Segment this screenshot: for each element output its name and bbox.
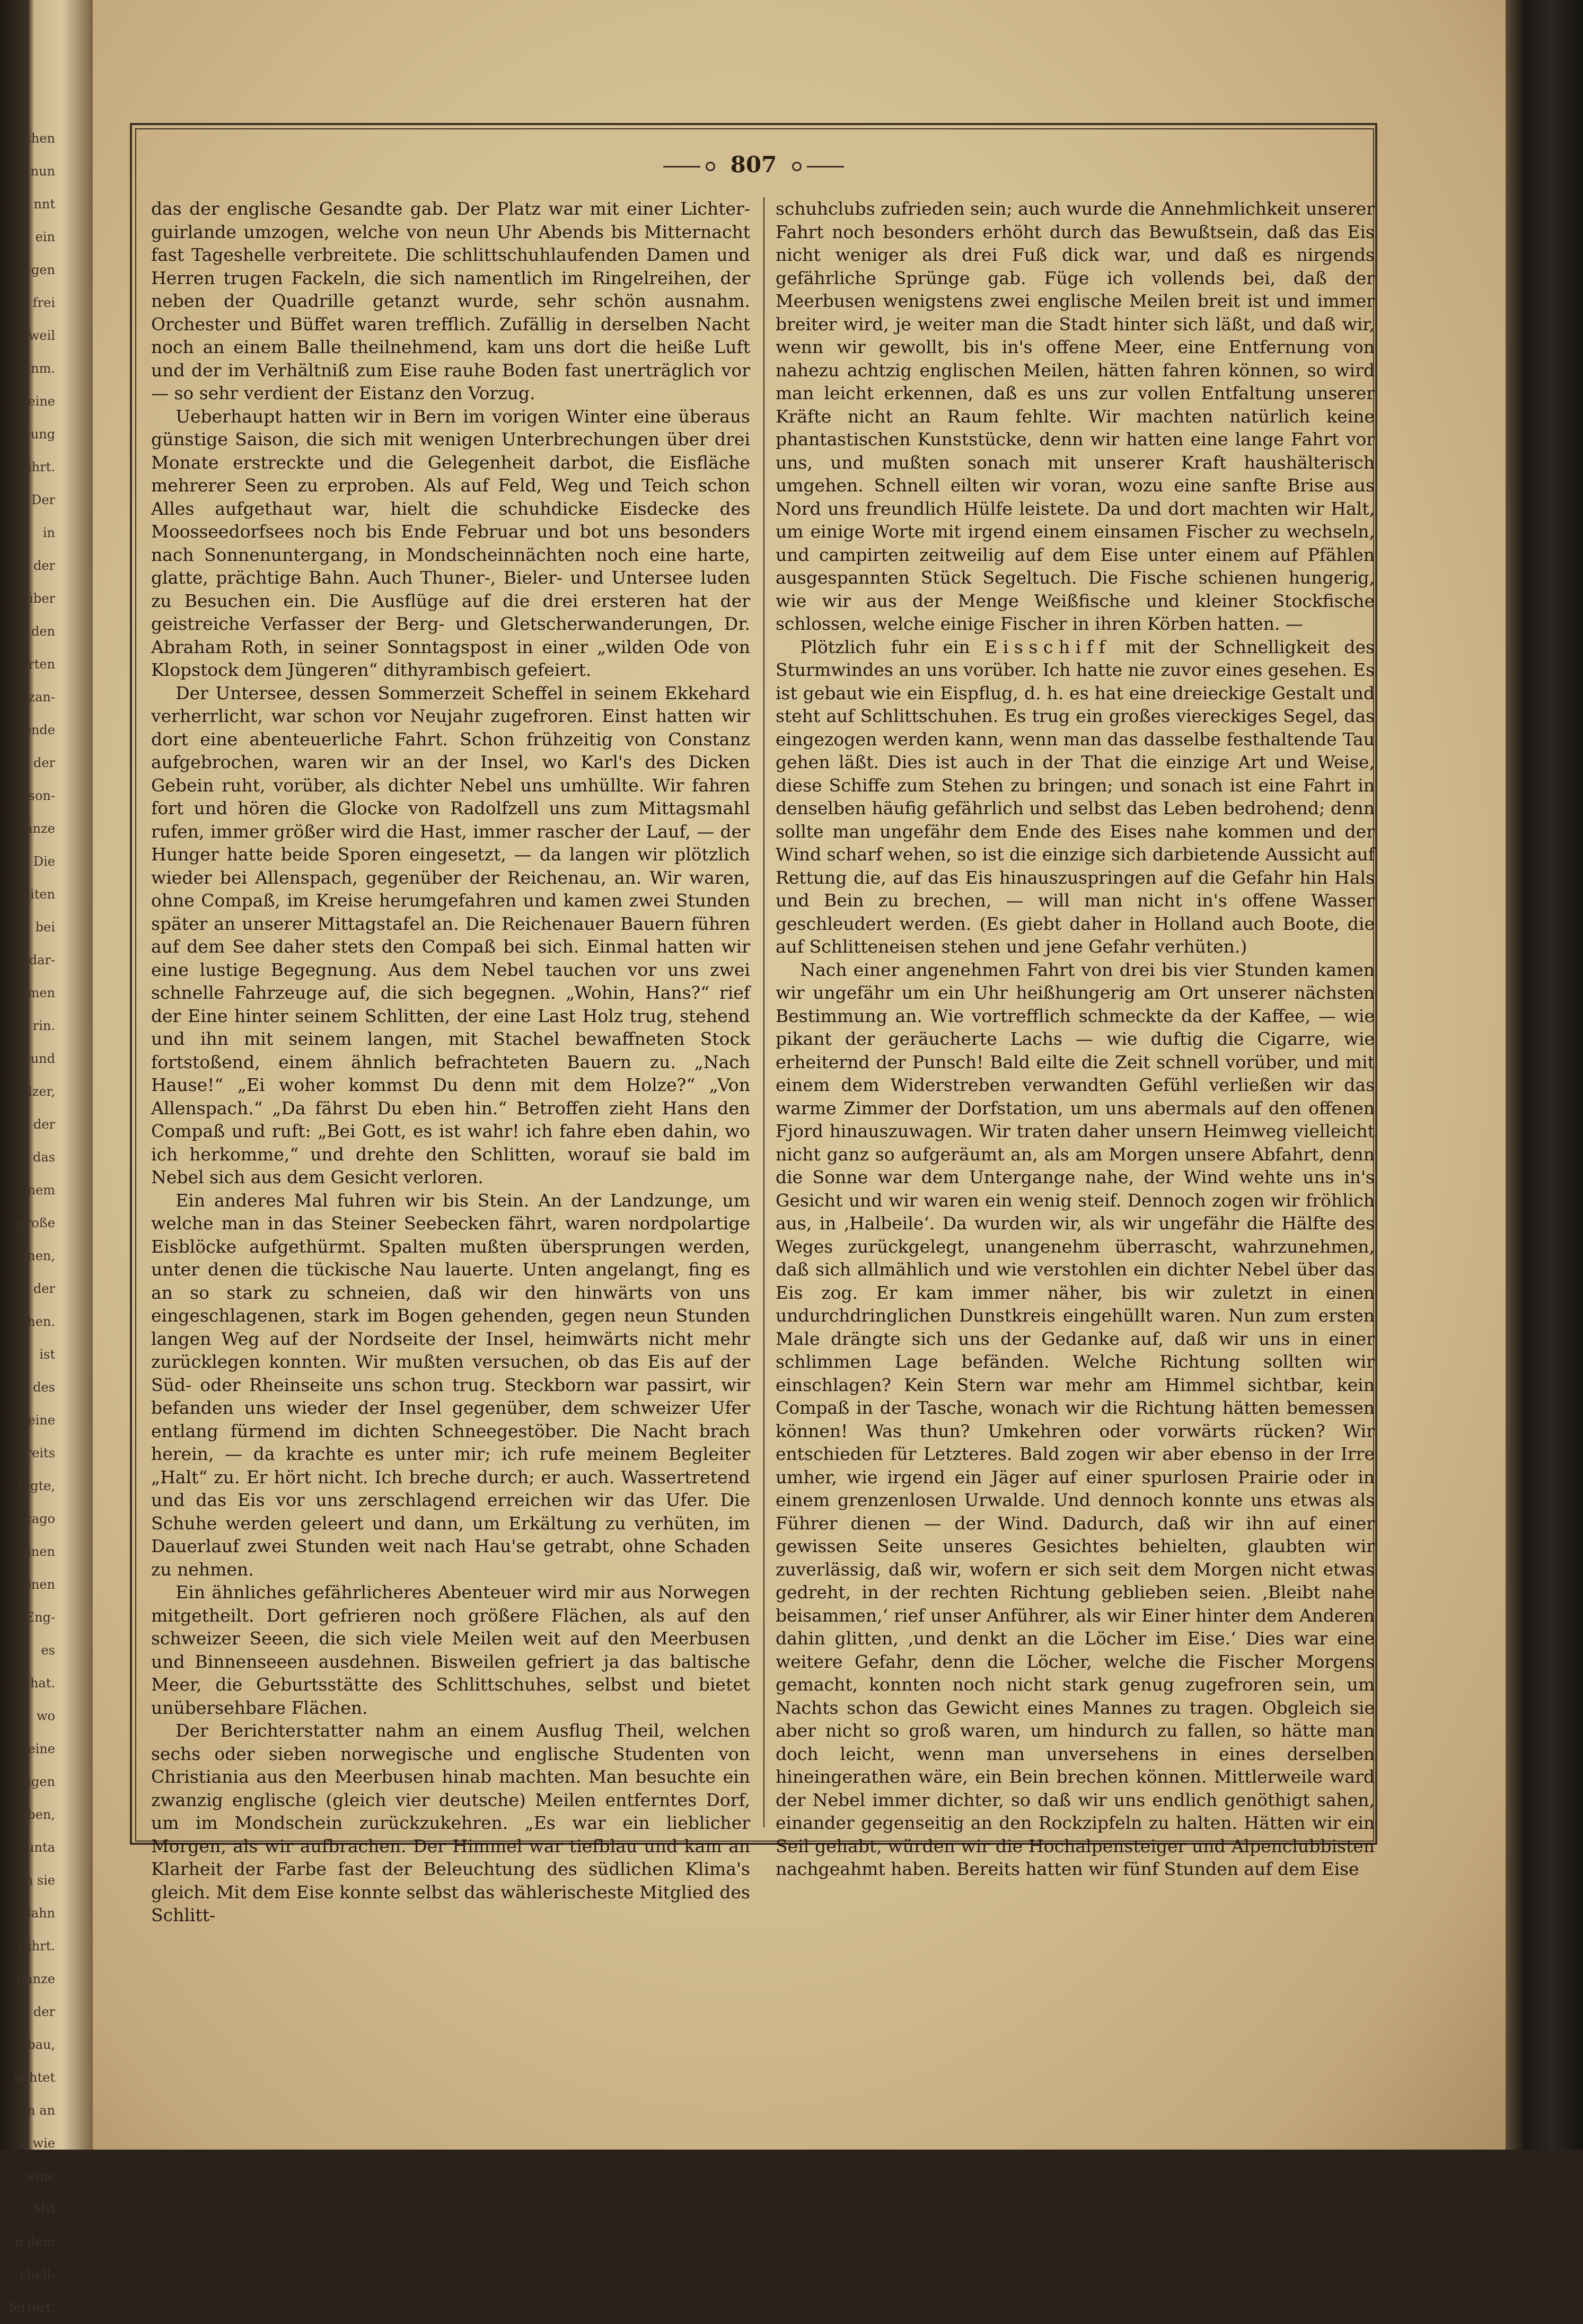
prev-page-fragment: eine	[28, 2169, 55, 2184]
prev-page-fragment: nun	[30, 164, 55, 179]
prev-page-fragment: Der	[31, 492, 55, 507]
prev-page-fragment: nnt	[33, 197, 55, 212]
prev-page-fragment: eiten	[22, 887, 55, 902]
prev-page-fragment: nem	[27, 1183, 55, 1198]
prev-page-fragment: Bahn	[22, 1906, 55, 1921]
header-rule-left	[663, 166, 700, 168]
prev-page-fragment: Die	[33, 854, 55, 869]
prev-page-fragment: den	[31, 624, 55, 639]
header-ornament-right	[792, 162, 802, 171]
prev-page-fragment: der	[33, 1281, 55, 1296]
paragraph-eisschiff	[776, 636, 1375, 958]
prev-page-fragment: gen	[31, 262, 55, 277]
left-column	[151, 197, 750, 1927]
prev-page-fragment: ist	[39, 1347, 55, 1362]
prev-page-fragment: ende	[23, 723, 55, 737]
column-divider	[763, 197, 764, 1827]
paragraph: schuhclubs zufrieden sein; auch wurde die Annehmlichkeit unserer Fahrt noch besonders erhöht durch das Bewußtsein, daß das Eis nicht weniger als drei Fuß dick war, und daß es nirgends gefährliche Sprünge gab. Füge ich vollends bei, daß der Meerbusen wenigstens zwei englische Meilen breit ist und immer breiter wird, je weiter man die Stadt hinter sich läßt, und daß wir, wenn wir gewollt, bis in's offene Meer, eine Entfernung von nahezu achtzig englischen Meilen, hätten fahren können, so wird man leicht erkennen, daß es uns zur vollen Entfaltung unserer Kräfte nicht an Raum fehlte. Wir machten natürlich keine phantastischen Kunststücke, denn wir hatten eine lange Fahrt vor uns, und mußten sonach mit unserer Kraft haushälterisch umgehen. Schnell eilten wir voran, wozu eine sanfte Brise aus Nord uns freundlich Hülfe leistete. Da und dort machten wir Halt, um einige Worte mit irgend einem einsamen Fischer zu wechseln, und campirten zeitweilig auf dem Eise unter einem auf Pfählen ausgespannten Stück Segeltuch. Die Fische schienen hungerig, wie wir aus der Menge Weißfische und kleiner Stockfische schlossen, welche einige Fischer in ihren Körben hatten. —	[776, 198, 1375, 634]
prev-page-fragment: hat.	[30, 1676, 55, 1691]
paragraph: das der englische Gesandte gab. Der Platz war mit einer Lichter-guirlande umzogen, welche von neun Uhr Abends bis Mitternacht fast Tageshelle verbreitete. Die schlittschuhlaufenden Damen und Herren trugen Fackeln, die sich namentlich im Ringelreihen, der neben der Quadrille getanzt wurde, sehr schön ausnahm. Orchester und Büffet waren trefflich. Zufällig in derselben Nacht noch an einem Balle theilnehmend, kam uns dort die heiße Luft und der im Verhältniß zum Eise rauhe Boden fast unerträglich vor — so sehr verdient der Eistanz den Vorzug.	[151, 198, 750, 403]
prev-page-fragment: über	[25, 591, 55, 606]
prev-page-fragment: lzer,	[28, 1084, 55, 1099]
paragraph: Der Berichterstatter nahm an einem Ausflug Theil, welchen sechs oder sieben norwegische und englische Studenten von Christiania aus den Meerbusen hinab machten. Man besuchte ein zwanzig englische (gleich vier deutsche) Meilen entferntes Dorf, um im Mondschein zurückzukehren. „Es war ein lieblicher Morgen, als wir aufbrachen. Der Himmel war tiefblau und kam an Klarheit der Farbe fast der Beleuchtung des südlichen Klima's gleich. Mit dem Eise konnte selbst das wählerischeste Mitglied des Schlitt-	[151, 1720, 750, 1925]
prev-page-fragment: unta	[26, 1840, 55, 1855]
prev-page-fragment: ein	[35, 230, 55, 244]
prev-page-fragment: eine	[28, 394, 55, 409]
prev-page-fragment: legte,	[19, 1478, 55, 1493]
prev-page-fragment: rten	[28, 657, 55, 672]
prev-page-fragment: frei	[32, 295, 55, 310]
prev-page-fragment: der	[33, 755, 55, 770]
paragraph-text: Plötzlich fuhr ein	[800, 636, 970, 657]
prev-page-fragment: uchtet	[14, 2070, 55, 2085]
prev-page-fragment: Mit	[33, 2202, 55, 2216]
book-spine	[1506, 0, 1583, 2150]
paragraph: Nach einer angenehmen Fahrt von drei bis vier Stunden kamen wir ungefähr um ein Uhr heißhungerig am Ort unserer nächsten Bestimmung an. Wie vortrefflich schmeckte da der Kaffee, — wie pikant der geräucherte Lachs — wie duftig die Cigarre, wie erheiternd der Punsch! Bald eilte die Zeit schnell vorüber, und mit einem dem Widerstreben verwandten Gefühl verließen wir das warme Zimmer der Dorfstation, um uns abermals auf den offenen Fjord hinauszuwagen. Wir traten daher unsern Heimweg vielleicht nicht ganz so aufgeräumt an, als am Morgen unsere Abfahrt, denn die Sonne war dem Untergange nahe, der Wind wehte uns in's Gesicht und wir waren ein wenig steif. Dennoch zogen wir fröhlich aus, in ‚Halbeile‘. Da wurden wir, als wir ungefähr die Hälfte des Weges zurückgelegt, unangenehm überrascht, wahrzunehmen, daß sich allmählich und wie verstohlen ein dichter Nebel über das Eis zog. Er kam immer näher, bis wir zuletzt in einen undurchdringlichen Dunstkreis eingehüllt waren. Nun zum ersten Male drängte sich uns der Gedanke auf, daß wir uns in einer schlimmen Lage befänden. Welche Richtung sollten wir einschlagen? Kein Stern war mehr am Himmel sichtbar, kein Compaß in der Tasche, wonach wir die Richtung hätten bemessen können! Was thun? Umkehren oder vorwärts rücken? Wir entschieden für Letzteres. Bald zogen wir aber ebenso in der Irre umher, wie irgend ein Jäger auf einer spurlosen Prairie oder in einem grenzenlosen Urwalde. Und dennoch konnte uns etwas als Führer dienen — der Wind. Dadurch, daß wir ihn auf einer gewissen Seite unseres Gesichtes behielten, glaubten wir zuverlässig, daß wir, wofern er sich seit dem Morgen nicht etwas gedreht, in der rechten Richtung geblieben seien. ‚Bleibt nahe beisammen,‘ rief unser Anführer, als wir Einer hinter dem Anderen dahin glitten, ‚und denkt an die Löcher im Eise.‘ Dies war eine weitere Gefahr, denn die Löcher, welche die Fischer Morgens gemacht, konnten noch nicht stark genug zugefroren sein, um Nachts schon das Gewicht eines Mannes zu tragen. Obgleich sie aber nicht so groß waren, um hindurch zu fallen, so hätte man doch leicht, wenn man unversehens in eines derselben hineingerathen wäre, ein Bein brechen können. Mittlerweile ward der Nebel immer dichter, so daß wir uns endlich genöthigt sahen, einander gegenseitig an den Rockzipfeln zu halten. Hätten wir ein Seil gehabt, würden wir die Hochalpensteiger und Alpenclubbisten nachgeahmt haben. Bereits hatten wir fünf Stunden auf dem Eise	[776, 959, 1375, 1879]
emphasized-term: Eisschiff	[984, 636, 1111, 657]
prev-page-fragment: ihrt.	[28, 460, 55, 474]
prev-page-fragment: eben,	[20, 1807, 55, 1822]
prev-page-fragment: zan-	[28, 690, 55, 705]
header-ornament-left	[706, 162, 715, 171]
prev-page-fragment: das	[33, 1150, 55, 1165]
prev-page-fragment: n sie	[24, 1873, 55, 1888]
prev-page-fragment: e wie	[21, 2136, 55, 2151]
paragraph: Ein ähnliches gefährlicheres Abenteuer wird mir aus Norwegen mitgetheilt. Dort gefrieren noch größere Flächen, als auf den schweizer Seeen, die sich viele Meilen weit auf den Meerbusen und Binnenseeen ausdehnen. Bisweilen gefriert ja das baltische Meer, die Geburtsstätte des Schlittschuhes, selbst und bietet unübersehbare Flächen.	[151, 1582, 750, 1718]
prev-page-fragment: rin.	[32, 1018, 55, 1033]
prev-page-fragment: ung	[30, 427, 55, 442]
prev-page-fragment: fertert.	[8, 2300, 55, 2315]
prev-page-fragment: son-	[28, 788, 55, 803]
prev-page-fragment: der	[33, 1117, 55, 1132]
paragraph: Ueberhaupt hatten wir in Bern im vorigen Winter eine überaus günstige Saison, die sich mit wenigen Unterbrechungen über drei Monate erstreckte und die Gelegenheit darbot, die Eisfläche mehrerer Seen zu erproben. Als auf Feld, Weg und Teich schon Alles aufgethaut war, hielt die schuhdicke Eisdecke des Moosseedorfsees noch bis Ende Februar und bot uns besonders nach Sonnenuntergang, in Mondscheinnächten noch eine harte, glatte, prächtige Bahn. Auch Thuner-, Bieler- und Untersee luden zu Besuchen ein. Die Ausflüge auf die drei ersteren hat der geistreiche Verfasser der Berg- und Gletscherwanderungen, Dr. Abraham Roth, in seiner Sonntagspost in einer „wilden Ode von Klopstock dem Jüngeren“ dithyrambisch gefeiert.	[151, 406, 750, 680]
prev-page-fragment: eine	[28, 1741, 55, 1756]
prev-page-fragment: sonen	[17, 1577, 55, 1592]
prev-page-fragment: nnen	[23, 1544, 55, 1559]
prev-page-fragment: es	[41, 1643, 55, 1658]
prev-page-fragment: ganze	[17, 1971, 55, 1986]
prev-page-fragment: bei	[35, 920, 55, 935]
prev-page-fragment: onen,	[19, 1248, 55, 1263]
paragraph: Ein anderes Mal fuhren wir bis Stein. An der Landzunge, um welche man in das Steiner Seebecken fährt, waren nordpolartige Eisblöcke aufgethürmt. Spalten mußten übersprungen werden, unter denen die tückische Nau lauerte. Unten angelangt, fing es an so stark zu schneien, daß wir den hinwärts von uns eingeschlagenen, stark im Bogen gehenden, gegen neun Stunden langen Weg auf der Nordseite der Insel, heimwärts nicht mehr zurücklegen konnten. Wir mußten versuchen, ob das Eis auf der Süd- oder Rheinseite uns schon trug. Steckborn war passirt, wir befanden uns wieder der Insel gegenüber, dem schweizer Ufer entlang fürmend im dichten Schneegestöber. Die Nacht brach herein, — da krachte es unter mir; ich rufe meinem Begleiter „Halt“ zu. Er hört nicht. Ich breche durch; er auch. Wassertretend und das Eis vor uns zerschlagend erreichen wir das Ufer. Die Schuhe werden geleert und dann, um Erkältung zu verhüten, im Dauerlauf zwei Stunden weit nach Hau'se getrabt, ohne Schaden zu nehmen.	[151, 1190, 750, 1580]
right-column	[776, 197, 1375, 1881]
prev-page-fragment: ingen	[19, 1774, 55, 1789]
prev-page-fragment: und	[30, 1051, 55, 1066]
prev-page-fragment: weil	[28, 328, 55, 343]
prev-page-fragment: n dem	[15, 2234, 55, 2249]
prev-page-fragment: icago	[20, 1511, 55, 1526]
prev-page-fragment: nm.	[31, 361, 55, 376]
page-header	[135, 152, 1372, 183]
prev-page-fragment: der	[33, 558, 55, 573]
prev-page-fragment: n an	[27, 2103, 55, 2118]
paragraph: Der Untersee, dessen Sommerzeit Scheffel in seinem Ekkehard verherrlicht, war schon vor Neujahr zugefroren. Einst hatten wir dort eine abenteuerliche Fahrt. Schon frühzeitig von Constanz aufgebrochen, waren wir an der Insel, wo Karl's des Dicken Gebein ruht, vorüber, als dichter Nebel uns umhüllte. Wir fahren fort und hören die Glocke von Radolfzell uns zum Mittagsmahl rufen, immer größer wird die Hast, immer rascher der Lauf, — der Hunger hatte beide Sporen eingesetzt, — da langen wir plötzlich wieder bei Allenspach, gegenüber der Reichenau, an. Wir waren, ohne Compaß, im Kreise herumgefahren und kamen zwei Stunden später an unserer Mittagstafel an. Die Reichenauer Bauern führen auf dem See daher stets den Compaß bei sich. Einmal hatten wir eine lustige Begegnung. Aus dem Nebel tauchen vor uns zwei schnelle Fahrzeuge auf, die sich begegnen. „Wohin, Hans?“ rief der Eine hinter seinem Schlitten, der eine Last Holz trug, stehend und ihn mit seinem langen, mit Stachel bewaffneten Stock fortstoßend, einem ähnlich befrachteten Bauern zu. „Nach Hause!“ „Ei woher kommst Du denn mit dem Holze?“ „Von Allenspach.“ „Da fährst Du eben hin.“ Betroffen zieht Hans den Compaß und ruft: „Bei Gott, es ist wahr! ich fahre eben dahin, wo ich herkomme,“ und drehte den Schlitten, worauf sie bald im Nebel sich aus dem Gesicht verloren.	[151, 682, 750, 1187]
prev-page-fragment: chell-	[20, 2267, 55, 2282]
paragraph-text: mit der Schnelligkeit des Sturmwindes an uns vorüber. Ich hatte nie zuvor eines gesehen. Es ist gebaut wie ein Eispflug, d. h. es hat eine dreieckige Gestalt und steht auf Schlittschuhen. Es trug ein großes viereckiges Segel, das eingezogen werden kann, wenn man das dasselbe festhaltende Tau gehen läßt. Dies ist auch in der That die einzige Art und Weise, diese Schiffe zum Stehen zu bringen; und sonach ist eine Fahrt in denselben häufig gefährlich und selbst das Leben bedrohend; denn sollte man ungefähr dem Ende des Eises nahe kommen und der Wind scharf wehen, so ist die einzige sich darbietende Aussicht auf Rettung die, auf das Eis hinauszuspringen auf die Gefahr hin Hals und Bein zu brechen, — will man nicht in's offene Wasser geschleudert werden. (Es giebt daher in Holland auch Boote, die auf Schlitteneisen stehen und jene Gefahr verhüten.)	[776, 636, 1375, 957]
page-number: 807	[730, 152, 777, 178]
prev-page-fragment: reits	[25, 1446, 55, 1460]
prev-page-fragment: führt.	[19, 1939, 55, 1953]
header-rule-right	[807, 166, 844, 168]
prev-page-fragment: amen	[20, 985, 55, 1000]
prev-page-fragment: in	[42, 525, 55, 540]
prev-page-fragment: der	[33, 2004, 55, 2019]
prev-page-fragment: then	[26, 131, 55, 146]
prev-page-fragment: chen.	[20, 1314, 55, 1329]
prev-page-fragment: des	[33, 1380, 55, 1395]
previous-page-edge	[0, 122, 58, 2315]
prev-page-fragment: dar-	[29, 953, 55, 967]
prev-page-fragment: wo	[37, 1709, 55, 1723]
prev-page-fragment: änze	[25, 821, 55, 836]
prev-page-fragment: sbau,	[20, 2037, 55, 2052]
prev-page-fragment: große	[17, 1216, 55, 1230]
prev-page-fragment: eine	[28, 1413, 55, 1428]
prev-page-fragment: Eng-	[25, 1610, 55, 1625]
